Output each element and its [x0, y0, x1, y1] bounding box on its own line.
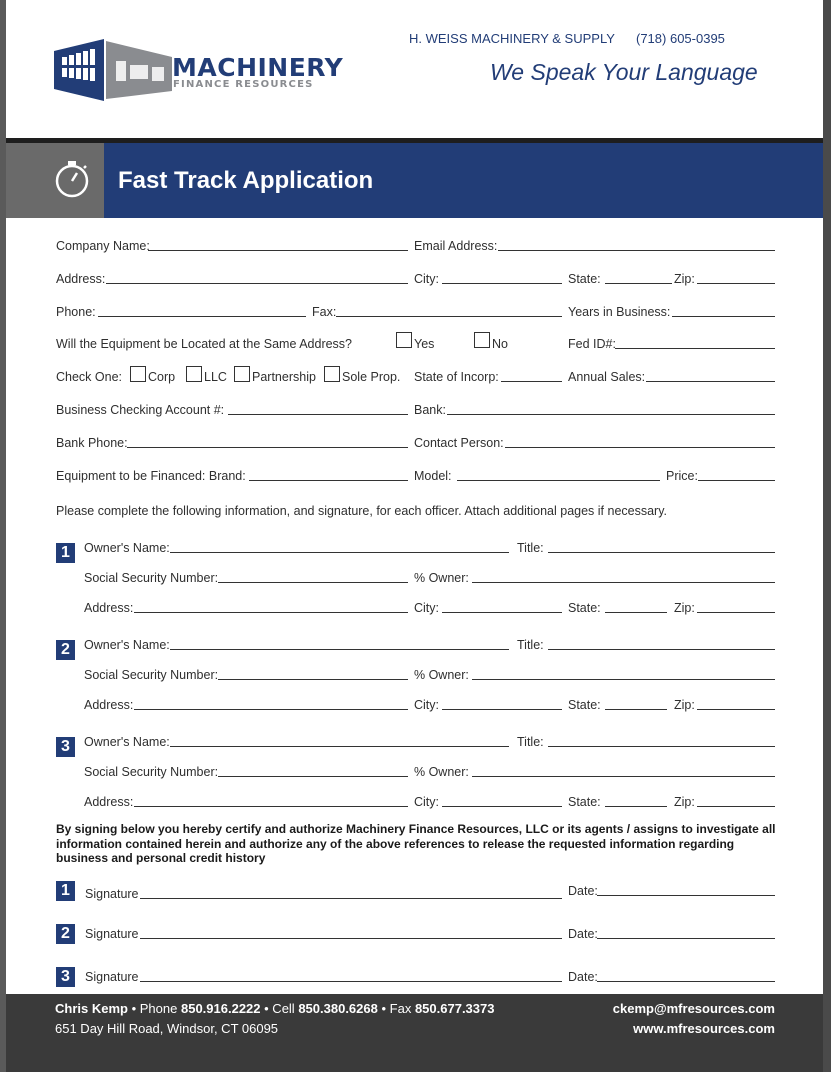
city-label: City:	[414, 272, 439, 286]
state-label: State:	[568, 272, 601, 286]
page-edge-right	[823, 0, 831, 1072]
signature-3-date-label: Date:	[568, 970, 598, 984]
company-name-field[interactable]	[148, 250, 408, 251]
signature-3-number: 3	[56, 967, 75, 987]
phone-field[interactable]	[98, 316, 306, 317]
price-field[interactable]	[698, 480, 775, 481]
owner-3-address-label: Address:	[84, 795, 134, 809]
dealer-name: H. WEISS MACHINERY & SUPPLY	[409, 31, 615, 46]
owner-3-pct-label: % Owner:	[414, 765, 469, 779]
footer-cell-label: • Cell	[264, 1001, 295, 1016]
company-name-label: Company Name:	[56, 239, 150, 253]
owner-3-zip-field[interactable]	[697, 806, 775, 807]
owner-1-title-label: Title:	[517, 541, 544, 555]
llc-label: LLC	[204, 370, 227, 384]
address-label: Address:	[56, 272, 106, 286]
years-field[interactable]	[672, 316, 775, 317]
owner-3-city-field[interactable]	[442, 806, 562, 807]
instructions: Please complete the following information, and signature, for each officer. Attach additional pages if necessary.	[56, 504, 668, 518]
owner-3-title-field[interactable]	[548, 746, 775, 747]
contact-field[interactable]	[505, 447, 775, 448]
owner-2-name-field[interactable]	[170, 649, 509, 650]
fax-field[interactable]	[336, 316, 562, 317]
footer-contact-line	[55, 1001, 494, 1017]
footer-fax: 850.677.3373	[414, 1001, 495, 1016]
owner-1-title-field[interactable]	[548, 552, 775, 553]
footer-fax-label: • Fax	[381, 1001, 412, 1016]
stopwatch-icon	[52, 159, 92, 199]
equipment-brand-field[interactable]	[249, 480, 408, 481]
owner-2-pct-field[interactable]	[472, 679, 775, 680]
owner-2-zip-field[interactable]	[697, 709, 775, 710]
email-field[interactable]	[498, 250, 775, 251]
state-incorp-label: State of Incorp:	[414, 370, 499, 384]
fed-id-field[interactable]	[615, 348, 775, 349]
footer-address: 651 Day Hill Road, Windsor, CT 06095	[55, 1021, 279, 1036]
llc-checkbox[interactable]	[186, 366, 202, 382]
signature-2-date-label: Date:	[568, 927, 598, 941]
owner-3-title-label: Title:	[517, 735, 544, 749]
owner-2-city-label: City:	[414, 698, 439, 712]
signature-2-label: Signature	[85, 927, 139, 941]
owner-3-pct-field[interactable]	[472, 776, 775, 777]
owner-1-address-label: Address:	[84, 601, 134, 615]
logo-subtitle: FINANCE RESOURCES	[173, 79, 314, 90]
signature-1-number: 1	[56, 881, 75, 901]
tagline: We Speak Your Language	[490, 59, 758, 85]
owner-2-pct-label: % Owner:	[414, 668, 469, 682]
annual-sales-field[interactable]	[646, 381, 775, 382]
fed-id-label: Fed ID#:	[568, 337, 616, 351]
owner-2-city-field[interactable]	[442, 709, 562, 710]
owner-1-zip-label: Zip:	[674, 601, 695, 615]
no-checkbox[interactable]	[474, 332, 490, 348]
owner-2-ssn-field[interactable]	[218, 679, 408, 680]
corp-label: Corp	[148, 370, 176, 384]
bank-label: Bank:	[414, 403, 446, 417]
owner-1-state-label: State:	[568, 601, 601, 615]
owner-3-name-field[interactable]	[170, 746, 509, 747]
signature-1-date-field[interactable]	[597, 895, 775, 896]
corp-checkbox[interactable]	[130, 366, 146, 382]
owner-2-address-field[interactable]	[134, 709, 408, 710]
bank-phone-label: Bank Phone:	[56, 436, 128, 450]
owner-1-address-field[interactable]	[134, 612, 408, 613]
owner-1-state-field[interactable]	[605, 612, 667, 613]
footer-name: Chris Kemp	[55, 1001, 128, 1016]
owner-3-state-label: State:	[568, 795, 601, 809]
warehouse-logo-icon	[54, 37, 172, 103]
checking-label: Business Checking Account #:	[56, 403, 225, 417]
dealer-phone: (718) 605-0395	[636, 31, 725, 46]
bank-field[interactable]	[447, 414, 775, 415]
owner-1-name-field[interactable]	[170, 552, 509, 553]
owner-1-ssn-label: Social Security Number:	[84, 571, 219, 585]
signature-2-field[interactable]	[140, 938, 562, 939]
phone-label: Phone:	[56, 305, 96, 319]
footer-email-link[interactable]: ckemp@mfresources.com	[612, 1001, 775, 1016]
signature-2-number: 2	[56, 924, 75, 944]
years-label: Years in Business:	[568, 305, 671, 319]
zip-field[interactable]	[697, 283, 775, 284]
annual-sales-label: Annual Sales:	[568, 370, 646, 384]
owner-3-city-label: City:	[414, 795, 439, 809]
owner-2-state-field[interactable]	[605, 709, 667, 710]
owner-1-zip-field[interactable]	[697, 612, 775, 613]
signature-2-date-field[interactable]	[597, 938, 775, 939]
owner-2-title-label: Title:	[517, 638, 544, 652]
owner-2-state-label: State:	[568, 698, 601, 712]
footer-phone-label: • Phone	[131, 1001, 178, 1016]
model-label: Model:	[414, 469, 452, 483]
no-label: No	[492, 337, 508, 351]
owner-3-state-field[interactable]	[605, 806, 667, 807]
owner-3-ssn-label: Social Security Number:	[84, 765, 219, 779]
partnership-label: Partnership	[252, 370, 316, 384]
zip-label: Zip:	[674, 272, 695, 286]
footer-phone[interactable]: 850.916.2222	[180, 1001, 261, 1016]
owner-1-pct-label: % Owner:	[414, 571, 469, 585]
page-title: Fast Track Application	[118, 167, 374, 194]
address-field[interactable]	[106, 283, 408, 284]
signature-3-date-field[interactable]	[597, 981, 775, 982]
logo-wordmark: MACHINERY	[172, 53, 344, 82]
owner-3-name-label: Owner's Name:	[84, 735, 170, 749]
email-label: Email Address:	[414, 239, 498, 253]
yes-label: Yes	[414, 337, 435, 351]
price-label: Price:	[666, 469, 698, 483]
owner-2-ssn-label: Social Security Number:	[84, 668, 219, 682]
owner-1-city-label: City:	[414, 601, 439, 615]
signature-1-label: Signature	[85, 887, 139, 901]
bank-phone-field[interactable]	[127, 447, 408, 448]
yes-checkbox[interactable]	[396, 332, 412, 348]
footer-cell[interactable]: 850.380.6268	[298, 1001, 378, 1016]
owner-2-zip-label: Zip:	[674, 698, 695, 712]
city-field[interactable]	[442, 283, 562, 284]
owner-3-ssn-field[interactable]	[218, 776, 408, 777]
contact-label: Contact Person:	[414, 436, 504, 450]
certification-text: By signing below you hereby certify and authorize Machinery Finance Resources, LLC or its agents / assigns to investigate all information contained herein and authorize any of the above references to release the requested information regarding business and personal credit history	[56, 822, 776, 865]
signature-3-label: Signature	[85, 970, 139, 984]
checking-field[interactable]	[228, 414, 408, 415]
owner-3-zip-label: Zip:	[674, 795, 695, 809]
partnership-checkbox[interactable]	[234, 366, 250, 382]
signature-1-date-label: Date:	[568, 884, 598, 898]
owner-3-number: 3	[56, 737, 75, 757]
owner-2-address-label: Address:	[84, 698, 134, 712]
sole-prop-checkbox[interactable]	[324, 366, 340, 382]
signature-3-field[interactable]	[140, 981, 562, 982]
owner-1-name-label: Owner's Name:	[84, 541, 170, 555]
signature-1-field[interactable]	[140, 898, 562, 899]
company-logo	[54, 37, 364, 103]
owner-2-title-field[interactable]	[548, 649, 775, 650]
fax-label: Fax:	[312, 305, 337, 319]
owner-1-pct-field[interactable]	[472, 582, 775, 583]
owner-1-city-field[interactable]	[442, 612, 562, 613]
equipment-brand-label: Equipment to be Financed: Brand:	[56, 469, 246, 483]
state-incorp-field[interactable]	[501, 381, 562, 382]
check-one-label: Check One:	[56, 370, 123, 384]
sole-prop-label: Sole Prop.	[342, 370, 401, 384]
owner-2-name-label: Owner's Name:	[84, 638, 170, 652]
owner-2-number: 2	[56, 640, 75, 660]
model-field[interactable]	[457, 480, 660, 481]
state-field[interactable]	[605, 283, 672, 284]
footer-website-link[interactable]: www.mfresources.com	[633, 1021, 775, 1036]
owner-1-ssn-field[interactable]	[218, 582, 408, 583]
owner-3-address-field[interactable]	[134, 806, 408, 807]
same-address-question: Will the Equipment be Located at the Same Address?	[56, 337, 353, 351]
owner-1-number: 1	[56, 543, 75, 563]
